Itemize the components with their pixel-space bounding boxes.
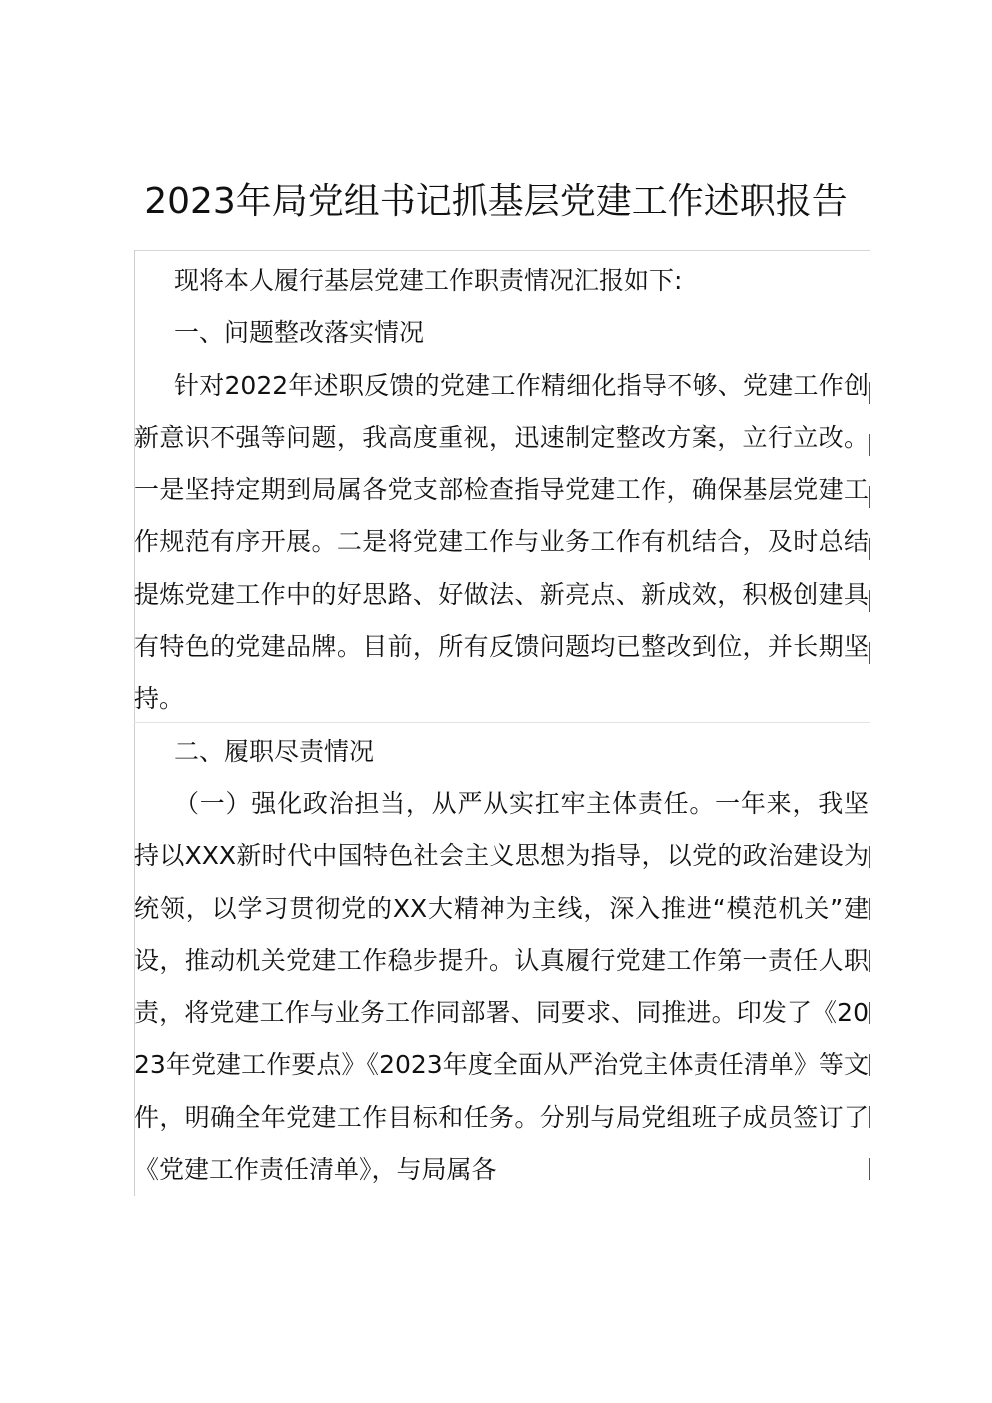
frame-top-border — [134, 250, 870, 251]
section-heading-rectification: 一、问题整改落实情况 — [174, 318, 425, 348]
rectification-paragraph: 针对2022年述职反馈的党建工作精细化指导不够、党建工作创新意识不强等问题，我高度重视，迅速制定整改方案，立行立改。一是坚持定期到局属各党支部检查指导党建工作，确保基层党建工作规范有序开展。二是将党建工作与业务工作有机结合，及时总结提炼党建工作中的好思路、好做法、新亮点、新成效，积极创建具有特色的党建品牌。目前，所有反馈问题均已整改到位，并长期坚持。 — [134, 370, 869, 714]
right-edge-marker — [869, 1054, 870, 1076]
right-edge-marker — [869, 538, 870, 560]
right-edge-marker — [869, 898, 870, 920]
right-edge-marker — [869, 486, 870, 508]
right-edge-marker — [869, 590, 870, 612]
document-body — [134, 255, 869, 1196]
document-title: 2023年局党组书记抓基层党建工作述职报告 — [144, 181, 848, 222]
right-edge-marker — [869, 950, 870, 972]
duties-paragraph: （一）强化政治担当，从严从实扛牢主体责任。一年来，我坚持以XXX新时代中国特色社会主义思想为指导，以党的政治建设为统领，以学习贯彻党的XX大精神为主线，深入推进“模范机关”建设，推动机关党建工作稳步提升。认真履行党建工作第一责任人职责，将党建工作与业务工作同部署、同要求、同推进。印发了《2023年党建工作要点》《2023年度全面从严治党主体责任清单》等文件，明确全年党建工作目标和任务。分别与局党组班子成员签订了《党建工作责任清单》，与局属各 — [134, 788, 869, 1185]
intro-paragraph: 现将本人履行基层党建工作职责情况汇报如下: — [174, 266, 683, 295]
right-edge-marker — [869, 642, 870, 664]
right-edge-marker — [869, 1106, 870, 1128]
right-edge-marker — [869, 846, 870, 868]
right-edge-marker — [869, 382, 870, 404]
section-heading-duties: 二、履职尽责情况 — [174, 736, 375, 766]
right-edge-marker — [869, 1002, 870, 1024]
right-edge-marker — [869, 434, 870, 456]
right-edge-marker — [869, 1158, 870, 1180]
